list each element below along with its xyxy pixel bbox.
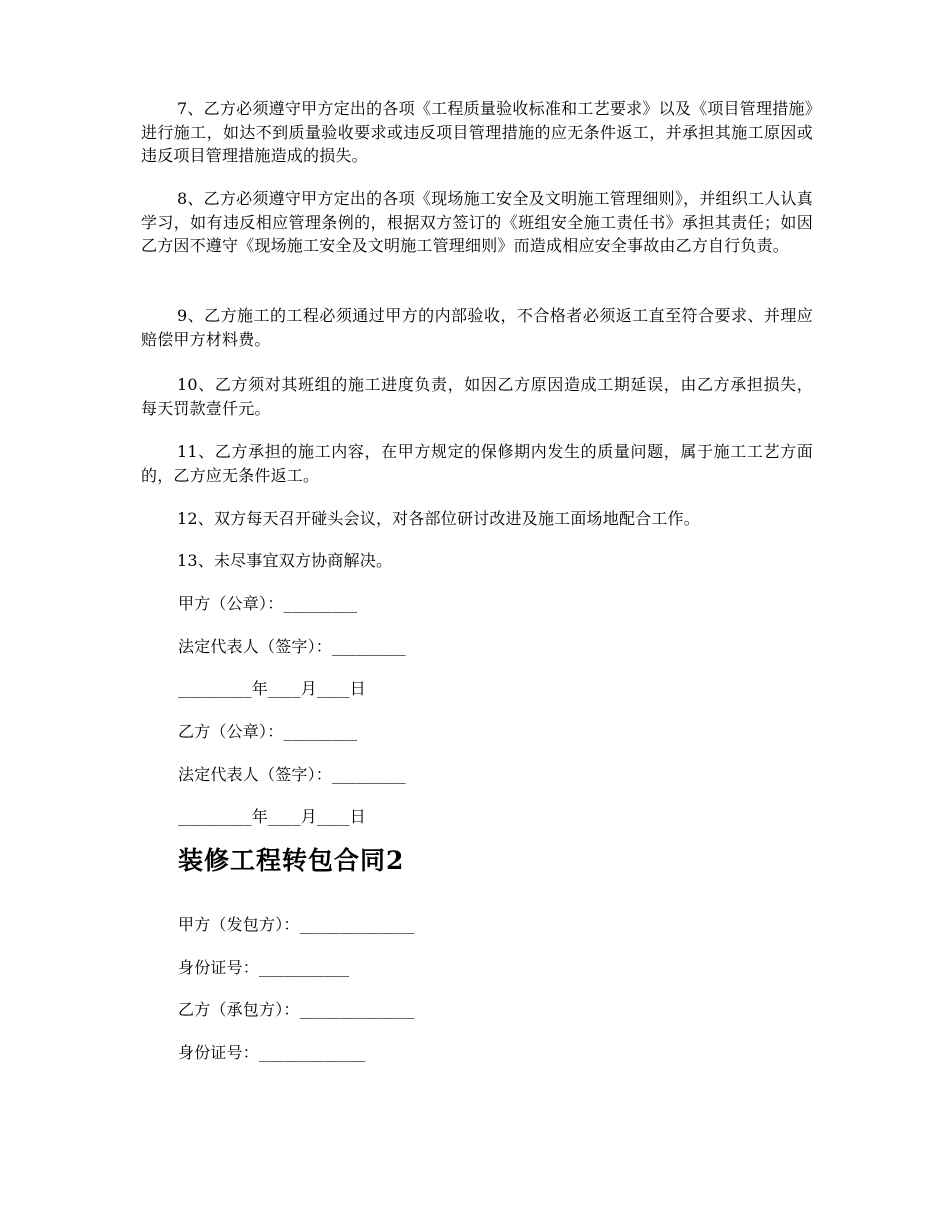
party-a-representative-line: 法定代表人（签字）：_________ xyxy=(178,637,406,656)
contract2-party-a-id-line: 身份证号：___________ xyxy=(178,958,350,977)
contract-heading: 装修工程转包合同2 xyxy=(178,846,405,875)
contract2-party-a-line: 甲方（发包方）：______________ xyxy=(178,915,415,934)
clause-9: 9、乙方施工的工程必须通过甲方的内部验收，不合格者必须返工直至符合要求、并理应赔偿甲方材料费。 xyxy=(141,306,813,349)
party-b-representative-line: 法定代表人（签字）：_________ xyxy=(178,765,406,784)
party-b-date-line: _________年____月____日 xyxy=(178,807,367,826)
clause-8: 8、乙方必须遵守甲方定出的各项《现场施工安全及文明施工管理细则》，并组织工人认真学习，如有违反相应管理条例的，根据双方签订的《班组安全施工责任书》承担其责任；如因乙方因不遵守《现场施工安全及文明施工管理细则》而造成相应安全事故由乙方自行负责。 xyxy=(141,189,813,255)
party-b-seal-line: 乙方（公章）：_________ xyxy=(178,722,358,741)
contract2-party-b-line: 乙方（承包方）：______________ xyxy=(178,1000,415,1019)
party-a-date-line: _________年____月____日 xyxy=(178,679,367,698)
clause-13: 13、未尽事宜双方协商解决。 xyxy=(177,551,393,570)
clause-10: 10、乙方须对其班组的施工进度负责，如因乙方原因造成工期延误，由乙方承担损失，每天罚款壹仟元。 xyxy=(141,375,813,418)
party-a-seal-line: 甲方（公章）：_________ xyxy=(178,594,358,613)
clause-11: 11、乙方承担的施工内容，在甲方规定的保修期内发生的质量问题，属于施工工艺方面的，乙方应无条件返工。 xyxy=(141,442,813,485)
clause-7: 7、乙方必须遵守甲方定出的各项《工程质量验收标准和工艺要求》以及《项目管理措施》进行施工，如达不到质量验收要求或违反项目管理措施的应无条件返工，并承担其施工原因或违反项目管理措施造成的损失。 xyxy=(141,99,813,165)
contract2-party-b-id-line: 身份证号：_____________ xyxy=(178,1043,366,1062)
clause-12: 12、双方每天召开碰头会议，对各部位研讨改进及施工面场地配合工作。 xyxy=(177,509,700,528)
